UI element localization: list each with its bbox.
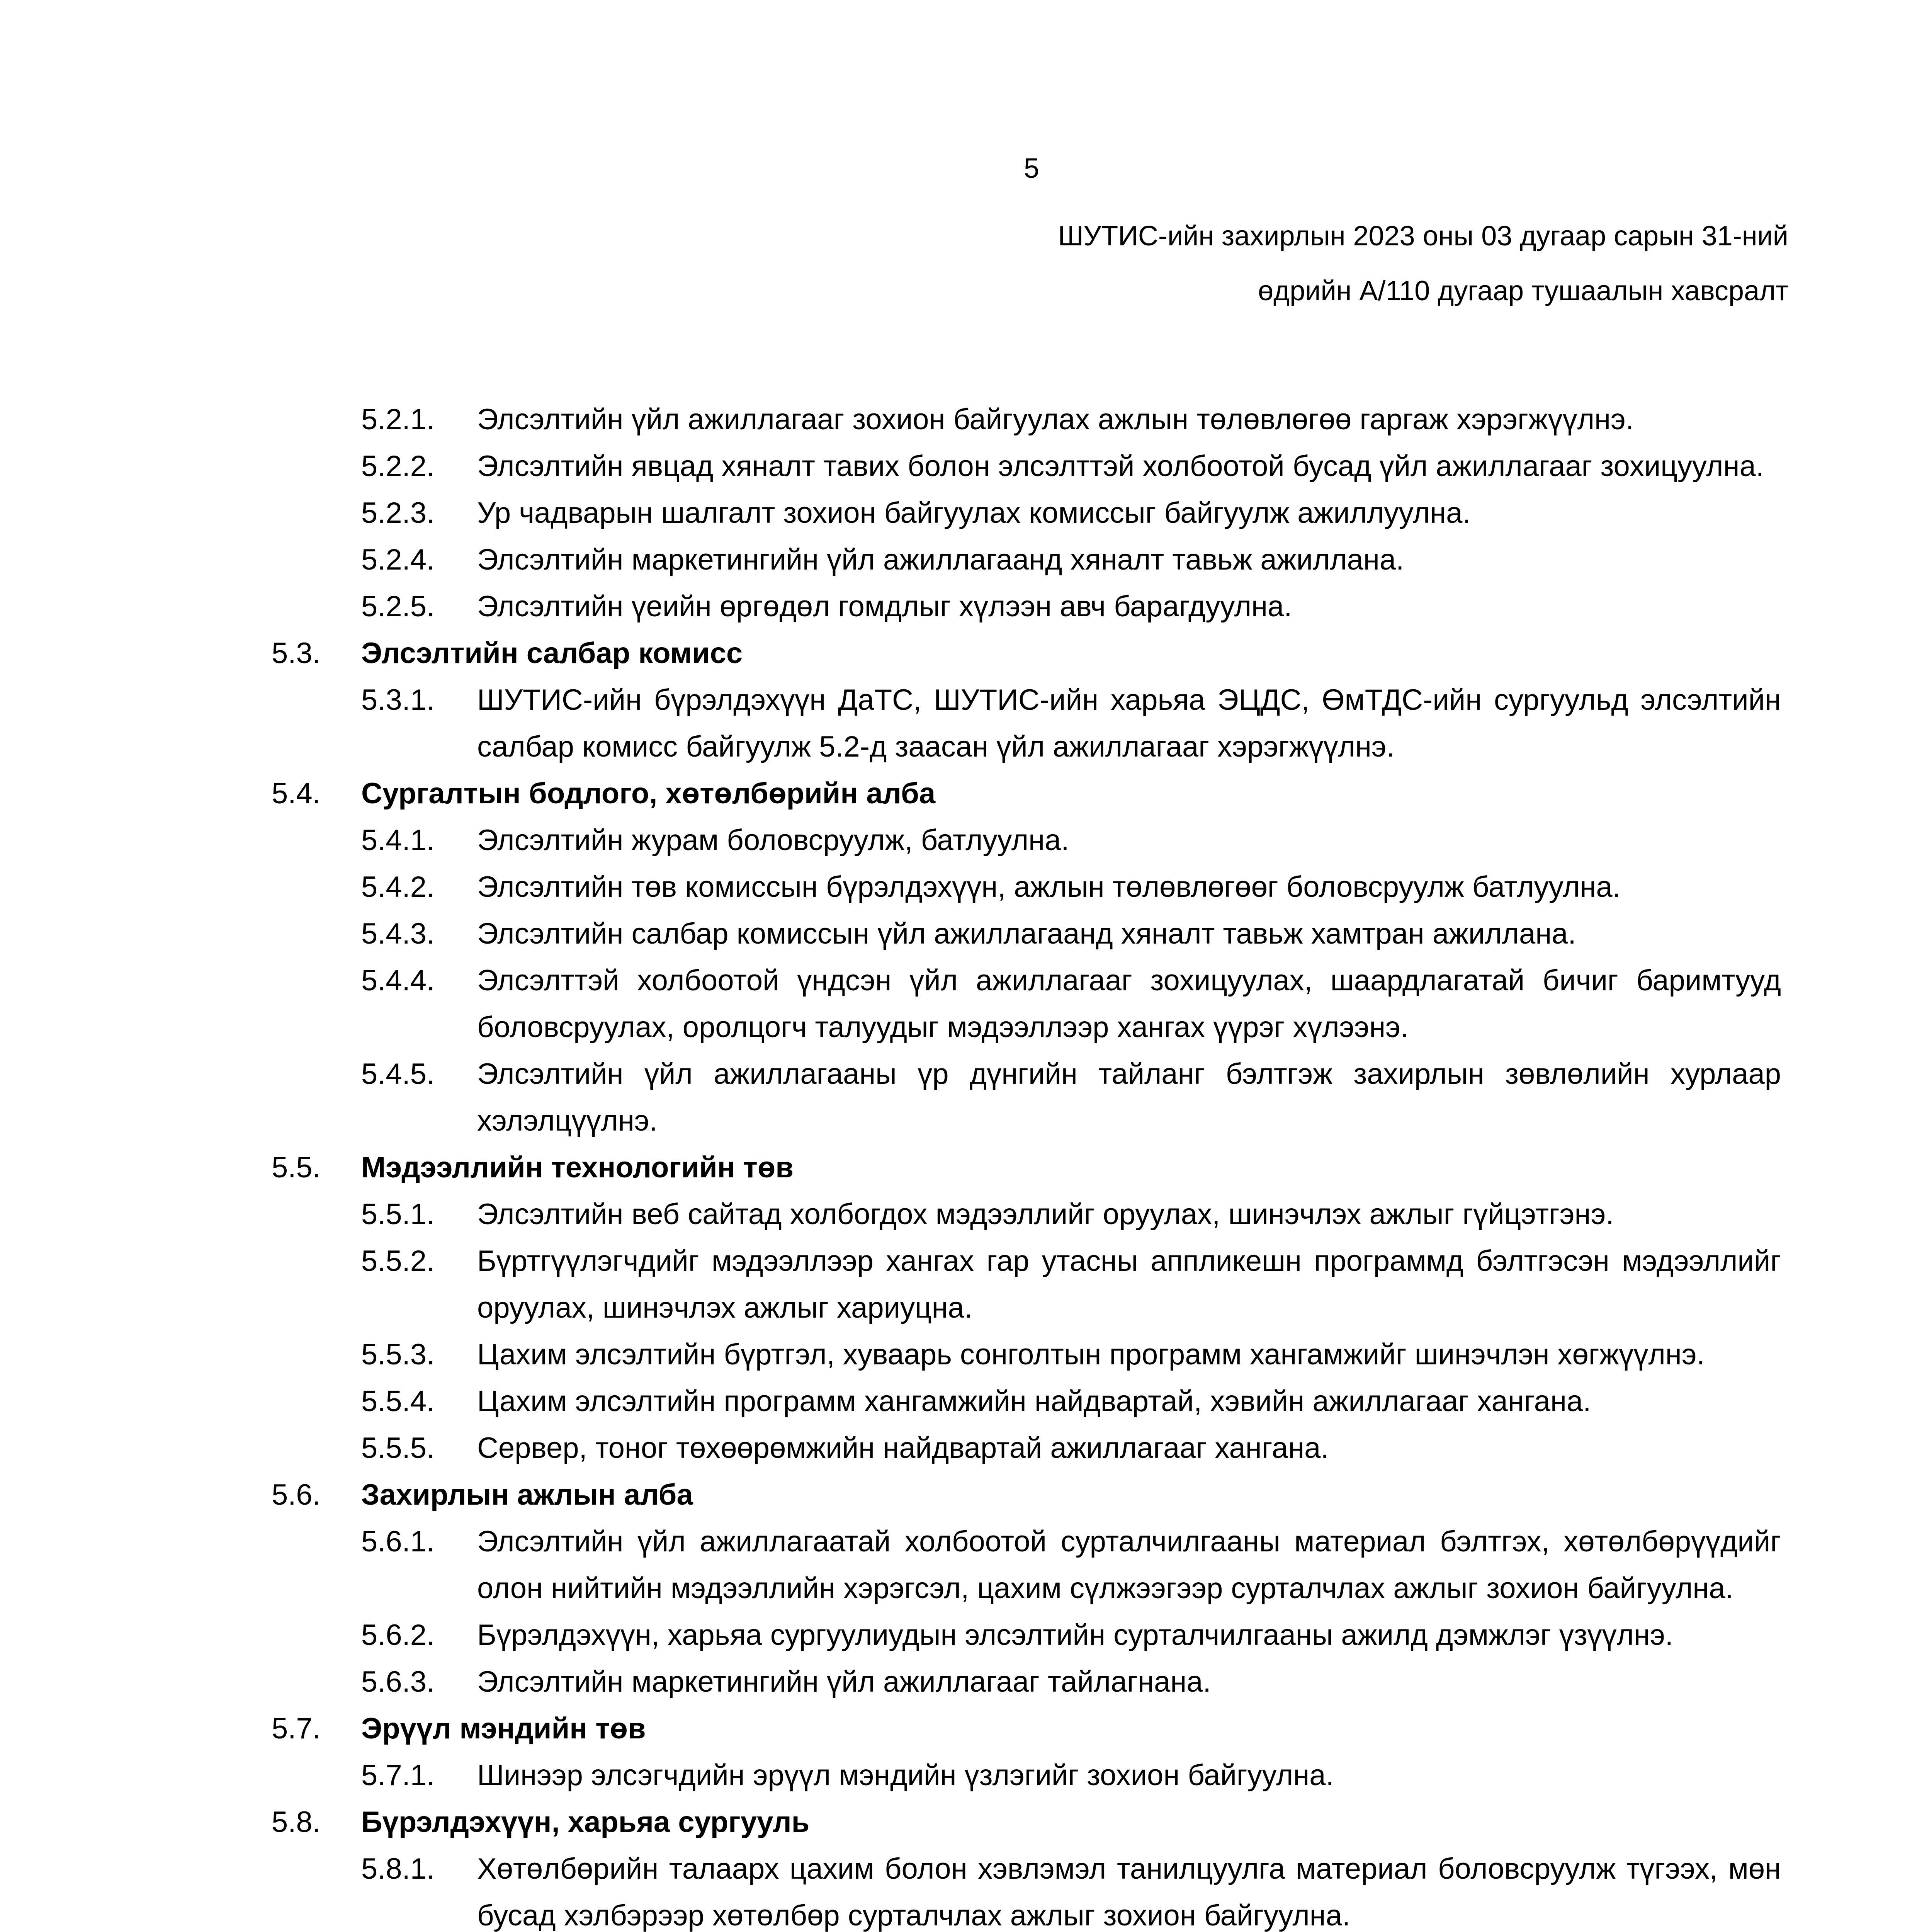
header-line-1: ШУТИС-ийн захирлын 2023 оны 03 дугаар сарын 31-ний [1058,221,1788,252]
item-number: 5.3. [272,637,321,670]
list-item [0,1425,1917,1471]
list-item [0,910,1917,957]
header-line-2: өдрийн А/110 дугаар тушаалын хавсралт [1258,276,1788,306]
list-item [0,1752,1917,1799]
list-item [0,1845,1917,1932]
item-number: 5.8.1. [361,1852,435,1885]
list-item [0,1518,1917,1612]
list-item [0,1238,1917,1331]
item-number: 5.6. [272,1478,321,1511]
item-number: 5.2.3. [361,497,435,529]
section-title: Сургалтын бодлого, хөтөлбөрийн алба [361,777,936,810]
section-heading [0,1471,1917,1518]
item-number: 5.5.1. [361,1198,435,1231]
item-text: Цахим элсэлтийн программ хангамжийн найдвартай, хэвийн ажиллагааг хангана. [477,1385,1591,1418]
section-heading [0,1799,1917,1845]
item-number: 5.4.5. [361,1058,435,1090]
item-number: 5.2.1. [361,403,435,436]
section-title: Захирлын ажлын алба [361,1478,693,1511]
section-heading [0,770,1917,817]
list-item [0,1658,1917,1705]
item-text: Бүрэлдэхүүн, харьяа сургуулиудын элсэлтийн сурталчилгааны ажилд дэмжлэг үзүүлнэ. [477,1619,1673,1651]
item-text: Элсэлтийн салбар комиссын үйл ажиллагаанд хяналт тавьж хамтран ажиллана. [477,917,1576,950]
item-number: 5.3.1. [361,684,435,716]
item-number: 5.2.2. [361,450,435,483]
item-number: 5.5.3. [361,1338,435,1371]
section-title: Элсэлтийн салбар комисс [361,637,743,670]
item-text: Элсэлтийн веб сайтад холбогдох мэдээллийг оруулах, шинэчлэх ажлыг гүйцэтгэнэ. [477,1198,1614,1231]
section-title: Бүрэлдэхүүн, харьяа сургууль [361,1806,810,1838]
list-item [0,817,1917,864]
list-item [0,1051,1917,1144]
item-text: Элсэлттэй холбоотой үндсэн үйл ажиллагааг зохицуулах, шаардлагатай бичиг баримтууд боловсруулах, оролцогч талуудыг мэдээллээр хангах үүрэг хүлээнэ. [477,964,1781,1044]
item-text: ШУТИС-ийн бүрэлдэхүүн ДаТС, ШУТИС-ийн харьяа ЭЦДС, ӨмТДС-ийн сургуульд элсэлтийн салбар комисс байгуулж 5.2-д заасан үйл ажиллагааг хэрэгжүүлнэ. [477,684,1781,763]
list-item [0,443,1917,490]
document-body [0,396,1917,1932]
item-text: Элсэлтийн үйл ажиллагааны үр дүнгийн тайланг бэлтгэж захирлын зөвлөлийн хурлаар хэлэлцүүлнэ. [477,1058,1781,1137]
list-item [0,536,1917,583]
item-number: 5.6.3. [361,1665,435,1698]
section-title: Эрүүл мэндийн төв [361,1712,646,1745]
list-item [0,583,1917,630]
page-number: 5 [1023,153,1040,184]
item-text: Элсэлтийн маркетингийн үйл ажиллагаанд хяналт тавьж ажиллана. [477,543,1404,576]
item-text: Цахим элсэлтийн бүртгэл, хуваарь сонголтын программ хангамжийг шинэчлэн хөгжүүлнэ. [477,1338,1705,1371]
item-number: 5.4.3. [361,917,435,950]
item-number: 5.7. [272,1712,321,1745]
item-number: 5.4.1. [361,824,435,857]
item-number: 5.2.5. [361,590,435,623]
item-text: Сервер, тоног төхөөрөмжийн найдвартай ажиллагааг хангана. [477,1432,1329,1464]
item-number: 5.6.1. [361,1525,435,1558]
item-text: Элсэлтийн төв комиссын бүрэлдэхүүн, ажлын төлөвлөгөөг боловсруулж батлуулна. [477,871,1621,903]
item-text: Шинээр элсэгчдийн эрүүл мэндийн үзлэгийг зохион байгуулна. [477,1759,1334,1792]
section-title: Мэдээллийн технологийн төв [361,1151,794,1184]
section-heading [0,1144,1917,1191]
item-text: Хөтөлбөрийн талаарх цахим болон хэвлэмэл танилцуулга материал боловсруулж түгээх, мөн бусад хэлбэрээр хөтөлбөр сурталчлах ажлыг зохион байгуулна. [477,1852,1781,1932]
item-text: Элсэлтийн маркетингийн үйл ажиллагааг тайлагнана. [477,1665,1211,1698]
list-item [0,1378,1917,1425]
item-text: Бүртгүүлэгчдийг мэдээллээр хангах гар утасны аппликешн программд бэлтгэсэн мэдээллийг оруулах, шинэчлэх ажлыг хариуцна. [477,1245,1781,1324]
list-item [0,1191,1917,1238]
list-item [0,677,1917,770]
item-text: Элсэлтийн үйл ажиллагаатай холбоотой сурталчилгааны материал бэлтгэх, хөтөлбөрүүдийг олон нийтийн мэдээллийн хэрэгсэл, цахим сүлжээгээр сурталчлах ажлыг зохион байгуулна. [477,1525,1781,1605]
item-text: Элсэлтийн үйл ажиллагааг зохион байгуулах ажлын төлөвлөгөө гаргаж хэрэгжүүлнэ. [477,403,1634,436]
item-number: 5.4. [272,777,321,810]
item-text: Ур чадварын шалгалт зохион байгуулах комиссыг байгуулж ажиллуулна. [477,497,1471,529]
item-number: 5.5.5. [361,1432,435,1464]
section-heading [0,630,1917,677]
item-number: 5.4.4. [361,964,435,997]
list-item [0,957,1917,1051]
item-text: Элсэлтийн журам боловсруулж, батлуулна. [477,824,1069,857]
list-item [0,864,1917,910]
list-item [0,1612,1917,1658]
item-text: Элсэлтийн явцад хяналт тавих болон элсэлттэй холбоотой бусад үйл ажиллагааг зохицуулна. [477,450,1764,483]
list-item [0,396,1917,443]
item-number: 5.2.4. [361,543,435,576]
list-item [0,490,1917,536]
item-number: 5.8. [272,1806,321,1838]
item-number: 5.5.2. [361,1245,435,1277]
section-heading [0,1705,1917,1752]
item-number: 5.4.2. [361,871,435,903]
item-number: 5.5.4. [361,1385,435,1418]
item-number: 5.6.2. [361,1619,435,1651]
item-number: 5.5. [272,1151,321,1184]
document-header [1058,209,1788,318]
item-text: Элсэлтийн үеийн өргөдөл гомдлыг хүлээн авч барагдуулна. [477,590,1292,623]
list-item [0,1331,1917,1378]
item-number: 5.7.1. [361,1759,435,1792]
